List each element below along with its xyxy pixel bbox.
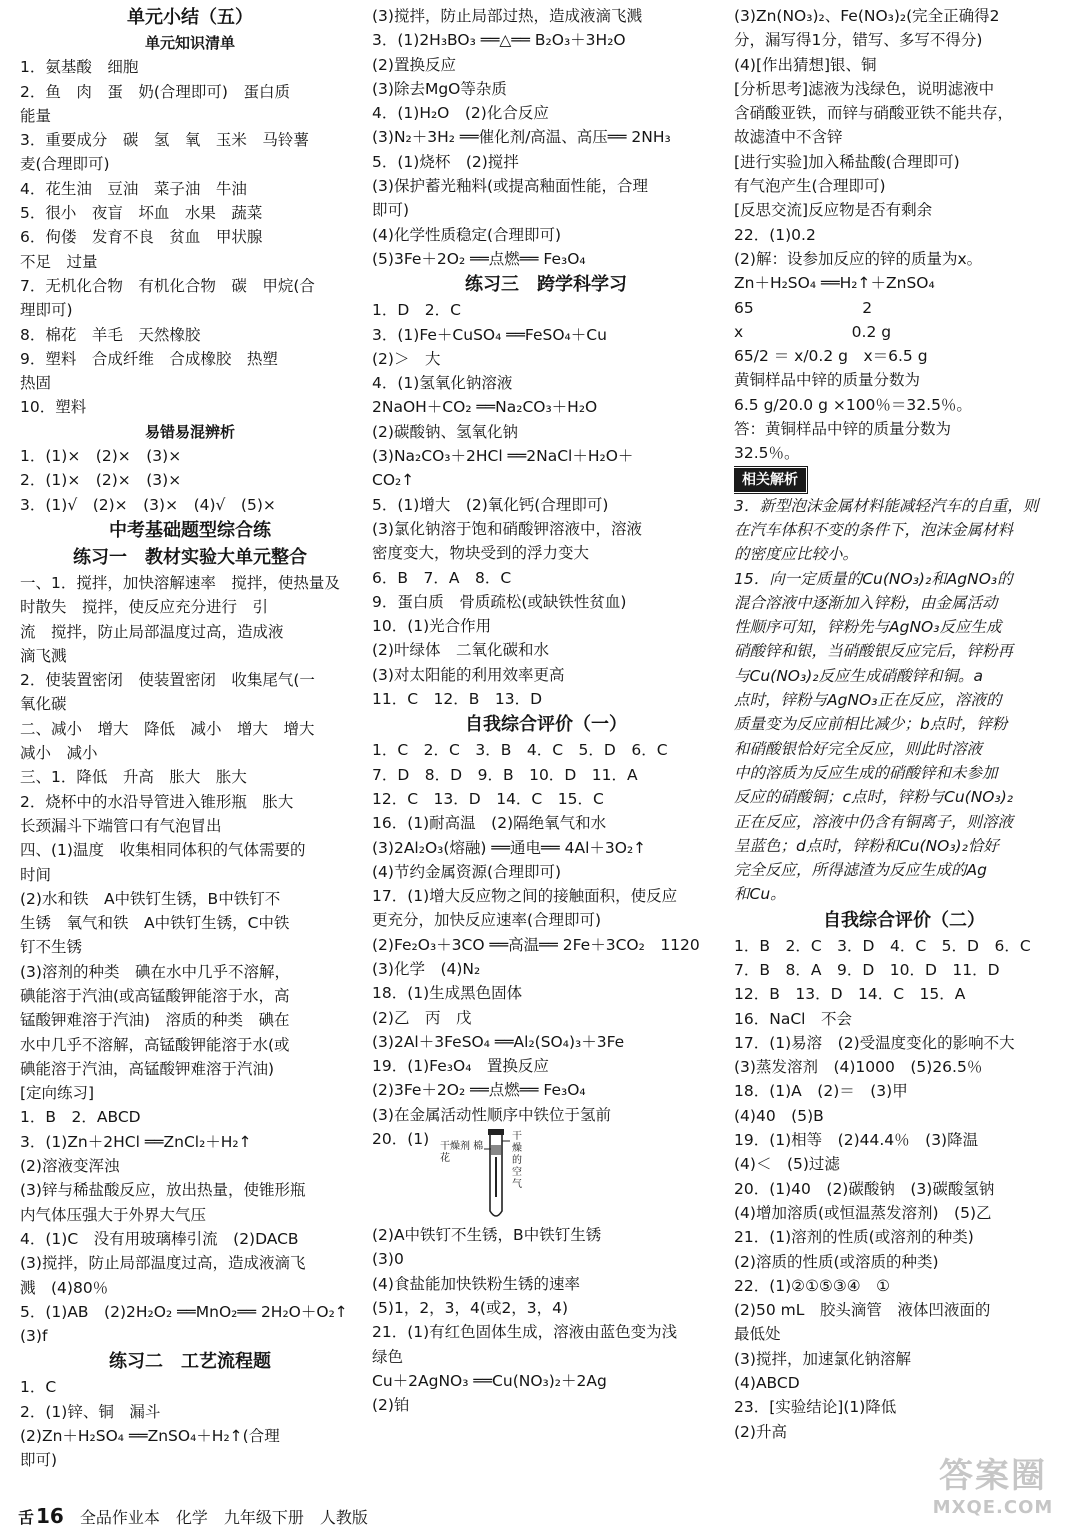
answer-line: (3)蒸发溶剂 (4)1000 (5)26.5％: [734, 1058, 983, 1077]
answer-line: 7．D 8．D 9．B 10．D 11．A: [372, 765, 638, 784]
answer-line: (4)＜ (5)过滤: [734, 1155, 840, 1174]
subsection-heading: 单元知识清单: [144, 34, 235, 52]
answer-line: 时散失 搅拌，使反应充分进行 引: [20, 598, 269, 617]
answer-line: (4)[作出猜想]银、铜: [734, 55, 877, 74]
answer-line: 1．B 2．ABCD: [20, 1108, 141, 1127]
answer-line: 12．C 13．D 14．C 15．C: [372, 789, 604, 808]
answer-line: 热固: [20, 374, 52, 393]
page-number: 舌 16: [18, 1504, 64, 1528]
answer-line: 麦(合理即可): [20, 155, 110, 174]
answer-line: Zn＋H₂SO₄ ══H₂↑＋ZnSO₄: [734, 274, 935, 293]
answer-line: 生锈 氧气和铁 A中铁钉生锈，C中铁: [20, 914, 290, 933]
answer-line: 5．(1)AB (2)2H₂O₂ ══MnO₂══ 2H₂O＋O₂↑: [20, 1302, 348, 1321]
figure-label-right: 干燥的空气: [512, 1131, 522, 1191]
tongue-logo-icon: 舌: [18, 1508, 35, 1527]
answer-line: (3)Zn(NO₃)₂、Fe(NO₃)₂(完全正确得2: [734, 7, 1000, 25]
answer-line: 20．(1)40 (2)碳酸钠 (3)碳酸氢钠: [734, 1179, 995, 1198]
analysis-line: 混合溶液中逐渐加入锌粉，由金属活动: [734, 593, 998, 612]
answer-line: 6．佝偻 发育不良 贫血 甲状腺: [20, 228, 263, 247]
answer-line: 4．花生油 豆油 菜子油 牛油: [20, 179, 247, 198]
answer-line: 1．D 2．C: [372, 301, 461, 320]
answer-line: (2)＞ 大: [372, 349, 441, 368]
answer-line: 20．(1): [372, 1130, 430, 1149]
analysis-tag: 相关解析: [734, 468, 806, 492]
answer-line: 3．(1)2H₃BO₃ ══△══ B₂O₃＋3H₂O: [372, 31, 626, 50]
section-heading: 自我综合评价（一）: [465, 714, 627, 736]
answer-line: 2．(1)锌、铜 漏斗: [20, 1402, 161, 1421]
analysis-line: 性顺序可知，锌粉先与AgNO₃反应生成: [734, 618, 1002, 637]
answer-line: 黄铜样品中锌的质量分数为: [734, 371, 921, 390]
answer-line: 2．烧杯中的水沿导管进入锥形瓶 胀大: [20, 792, 294, 811]
analysis-line: 在汽车体积不变的条件下，泡沫金属材料: [734, 520, 1014, 539]
answer-line: 减小 减小: [20, 744, 98, 763]
answer-line: 7．B 8．A 9．D 10．D 11．D: [734, 960, 1000, 979]
section-heading: 单元小结（五）: [127, 7, 253, 28]
answer-line: 10．(1)光合作用: [372, 617, 492, 636]
figure-label-left: 干燥剂 棉花: [440, 1141, 484, 1165]
answer-line: 即可): [372, 201, 410, 220]
answer-line: 四、(1)温度 收集相同体积的气体需要的: [20, 841, 306, 860]
answer-line: Cu＋2AgNO₃ ══Cu(NO₃)₂＋2Ag: [372, 1371, 607, 1390]
answer-line: 10．塑料: [20, 398, 87, 417]
answer-line: (2)铂: [372, 1396, 410, 1415]
answer-line: 1．C: [20, 1378, 57, 1397]
answer-line: 12．B 13．D 14．C 15．A: [734, 985, 966, 1004]
figure-20-row: [372, 1127, 720, 1223]
answer-line: (3)N₂＋3H₂ ══催化剂/高温、高压══ 2NH₃: [372, 128, 671, 147]
answer-line: (5)3Fe＋2O₂ ══点燃══ Fe₃O₄: [372, 249, 586, 268]
answer-line: 19．(1)相等 (2)44.4％ (3)降温: [734, 1131, 979, 1150]
analysis-line: 反应的硝酸铜；c点时，锌粉与Cu(NO₃)₂: [734, 788, 1013, 807]
answer-line: 一、1．搅拌，加快溶解速率 搅拌，使热量及: [20, 573, 340, 592]
answer-line: 密度变大，物块受到的浮力变大: [372, 544, 590, 563]
answer-line: 18．(1)A (2)＝ (3)甲: [734, 1082, 908, 1101]
answer-line: (3)在金属活动性顺序中铁位于氢前: [372, 1105, 611, 1124]
answer-line: 17．(1)增大反应物之间的接触面积，使反应: [372, 887, 678, 906]
section-heading: 自我综合评价（二）: [823, 909, 985, 931]
answer-line: 3．重要成分 碳 氢 氧 玉米 马铃薯: [20, 131, 309, 150]
answer-line: 21．(1)有红色固体生成，溶液由蓝色变为浅: [372, 1323, 678, 1342]
answer-line: 5．(1)增大 (2)氧化钙(合理即可): [372, 495, 609, 514]
answer-line: 6．B 7．A 8．C: [372, 568, 512, 587]
answer-line: 碘能溶于汽油，高锰酸钾难溶于汽油): [20, 1059, 275, 1078]
analysis-line: 完全反应，所得滤渣为反应生成的Ag: [734, 861, 987, 880]
answer-line: 最低处: [734, 1325, 781, 1344]
analysis-line: 3．新型泡沫金属材料能减轻汽车的自重，则: [734, 496, 1039, 515]
test-tube-figure: [440, 1127, 550, 1223]
page-footer: [18, 1504, 368, 1530]
answer-line: 21．(1)溶剂的性质(或溶剂的种类): [734, 1228, 974, 1247]
answer-line: 6.5 g/20.0 g ×100％＝32.5％。: [734, 395, 972, 414]
section-heading: 练习一 教材实验大单元整合: [73, 546, 307, 568]
analysis-line: 和硝酸银恰好完全反应，则此时溶液: [734, 739, 983, 758]
answer-line: (4)化学性质稳定(合理即可): [372, 225, 562, 244]
answer-line: (3)搅拌，加速氯化钠溶解: [734, 1349, 911, 1368]
answer-line: (2)溶液变浑浊: [20, 1157, 120, 1176]
answer-line: (3)Na₂CO₃＋2HCl ══2NaCl＋H₂O＋: [372, 447, 634, 466]
analysis-line: 正在反应，溶液中仍含有铜离子，则溶液: [734, 812, 1014, 831]
book-title: 全品作业本 化学 九年级下册 人教版: [79, 1508, 368, 1527]
answer-line: (3)除去MgO等杂质: [372, 79, 507, 98]
section-heading: 中考基础题型综合练: [109, 519, 271, 541]
answer-line: 17．(1)易溶 (2)受温度变化的影响不大: [734, 1033, 1015, 1052]
answer-line: 3．(1)Zn＋2HCl ══ZnCl₂＋H₂↑: [20, 1132, 252, 1151]
answer-line: (3)搅拌，防止局部过热，造成液滴飞溅: [372, 7, 642, 25]
answer-line: (2)3Fe＋2O₂ ══点燃══ Fe₃O₄: [372, 1081, 586, 1100]
answer-line: (3)化学 (4)N₂: [372, 959, 481, 978]
answer-line: 2．(1)× (2)× (3)×: [20, 471, 182, 490]
answer-line: 理即可): [20, 301, 73, 320]
answer-line: 32.5％。: [734, 444, 800, 463]
answer-line: (4)ABCD: [734, 1374, 800, 1393]
answer-line: 绿色: [372, 1347, 404, 1366]
answer-line: 氧化碳: [20, 695, 67, 714]
analysis-line: 呈蓝色；d点时，锌粉和Cu(NO₃)₂恰好: [734, 836, 999, 855]
analysis-line: 的密度应比较小。: [734, 545, 859, 564]
answer-line: 8．棉花 羊毛 天然橡胶: [20, 325, 201, 344]
answer-line: [分析思考]滤液为浅绿色，说明滤液中: [734, 79, 995, 98]
answer-line: (2)叶绿体 二氧化碳和水: [372, 641, 549, 660]
answer-line: 故滤渣中不含锌: [734, 128, 843, 147]
answer-line: 2．鱼 肉 蛋 奶(合理即可) 蛋白质: [20, 82, 290, 101]
answer-line: 65 2: [734, 298, 873, 317]
analysis-line: 硝酸锌和银，当硝酸银反应完后，锌粉再: [734, 642, 1014, 661]
answer-line: 钉不生锈: [20, 938, 83, 957]
answer-line: 9．塑料 合成纤维 合成橡胶 热塑: [20, 349, 278, 368]
analysis-line: 质量变为反应前相比减少；b点时，锌粉: [734, 715, 1008, 734]
answer-line: (2)碳酸钠、氢氧化钠: [372, 422, 518, 441]
answer-line: 11．C 12．B 13．D: [372, 690, 543, 709]
answer-line: 4．(1)氢氧化钠溶液: [372, 374, 513, 393]
answer-line: 22．(1)②①⑤③④ ①: [734, 1276, 891, 1295]
analysis-tag-row: [734, 466, 1074, 494]
answer-line: 有气泡产生(合理即可): [734, 177, 886, 196]
answer-line: 二、减小 增大 降低 减小 增大 增大: [20, 719, 315, 738]
answer-line: (3)搅拌，防止局部温度过高，造成液滴飞: [20, 1254, 306, 1273]
answer-line: (2)溶质的性质(或溶质的种类): [734, 1252, 939, 1271]
answer-line: 三、1．降低 升高 胀大 胀大: [20, 768, 247, 787]
watermark-en: MXQE.COM: [932, 1497, 1054, 1518]
section-heading: 练习三 跨学科学习: [465, 274, 627, 296]
analysis-line: 点时，锌粉与AgNO₃正在反应，溶液的: [734, 691, 1002, 710]
answer-line: (2)升高: [734, 1422, 787, 1441]
answer-line: 7．无机化合物 有机化合物 碳 甲烷(合: [20, 276, 315, 295]
answer-line: (3)锌与稀盐酸反应，放出热量，使锥形瓶: [20, 1181, 306, 1200]
answer-column-3: [734, 4, 1074, 1502]
answer-line: (3)2Al＋3FeSO₄ ══Al₂(SO₄)₃＋3Fe: [372, 1032, 625, 1051]
answer-line: 滴飞溅: [20, 646, 67, 665]
section-heading: 练习二 工艺流程题: [109, 1351, 271, 1373]
watermark-cn: 答案圈: [939, 1456, 1047, 1496]
subsection-heading: 易错易混辨析: [144, 422, 235, 441]
answer-line: 碘能溶于汽油(或高锰酸钾能溶于水，高: [20, 986, 290, 1005]
answer-line: [进行实验]加入稀盐酸(合理即可): [734, 152, 960, 171]
answer-line: 3．(1)√ (2)× (3)× (4)√ (5)×: [20, 495, 276, 514]
answer-line: (4)节约金属资源(合理即可): [372, 862, 562, 881]
answer-line: 9．蛋白质 骨质疏松(或缺铁性贫血): [372, 592, 627, 611]
answer-line: 更充分，加快反应速率(合理即可): [372, 911, 602, 930]
answer-line: 含硝酸亚铁，而锌与硝酸亚铁不能共存，: [734, 104, 1014, 123]
answer-line: 时间: [20, 865, 52, 884]
answer-line: (4)食盐能加快铁粉生锈的速率: [372, 1274, 580, 1293]
answer-line: 长颈漏斗下端管口有气泡冒出: [20, 816, 222, 835]
answer-line: 65/2 ＝ x/0.2 g x＝6.5 g: [734, 347, 928, 366]
answer-line: (3)f: [20, 1327, 48, 1346]
answer-line: 2NaOH＋CO₂ ══Na₂CO₃＋H₂O: [372, 398, 598, 417]
analysis-line: 与Cu(NO₃)₂反应生成硝酸锌和铜。a: [734, 666, 983, 685]
answer-line: (3)保护蓄光釉料(或提高釉面性能，合理: [372, 177, 649, 196]
answer-line: (4)增加溶质(或恒温蒸发溶剂) (5)乙: [734, 1203, 992, 1222]
answer-line: 流 搅拌，防止局部温度过高，造成液: [20, 622, 284, 641]
answer-line: (3)0: [372, 1250, 404, 1269]
answer-line: 19．(1)Fe₃O₄ 置换反应: [372, 1057, 549, 1076]
answer-line: 4．(1)H₂O (2)化合反应: [372, 104, 549, 123]
answer-line: 1．C 2．C 3．B 4．C 5．D 6．C: [372, 741, 668, 760]
answer-line: (3)溶剂的种类 碘在水中几乎不溶解，: [20, 962, 290, 981]
analysis-line: 中的溶质为反应生成的硝酸锌和未参加: [734, 763, 998, 782]
watermark: [908, 1456, 1078, 1526]
answer-line: 1．氨基酸 细胞: [20, 58, 139, 77]
answer-line: 2．使装置密闭 使装置密闭 收集尾气(一: [20, 671, 315, 690]
answer-line: (2)A中铁钉不生锈，B中铁钉生锈: [372, 1226, 602, 1245]
answer-line: 能量: [20, 106, 52, 125]
answer-line: 16．NaCl 不会: [734, 1009, 852, 1028]
answer-column-2: [372, 4, 720, 1502]
answer-line: 5．(1)烧杯 (2)搅拌: [372, 152, 519, 171]
answer-line: [反思交流]反应物是否有剩余: [734, 201, 933, 220]
answer-line: 答：黄铜样品中锌的质量分数为: [734, 420, 952, 439]
answer-line: 分，漏写得1分，错写、多写不得分): [734, 31, 983, 50]
answer-line: (2)Fe₂O₃＋3CO ══高温══ 2Fe＋3CO₂ 1120: [372, 935, 700, 954]
answer-line: 即可): [20, 1451, 58, 1470]
answer-line: 4．(1)C 没有用玻璃棒引流 (2)DACB: [20, 1229, 299, 1248]
answer-line: 16．(1)耐高温 (2)隔绝氧气和水: [372, 814, 607, 833]
answer-line: (2)解：设参加反应的锌的质量为x。: [734, 249, 983, 268]
answer-column-1: [20, 4, 360, 1502]
answer-line: (2)水和铁 A中铁钉生锈，B中铁钉不: [20, 889, 281, 908]
answer-line: 1．(1)× (2)× (3)×: [20, 447, 182, 466]
answer-line: (2)50 mL 胶头滴管 液体凹液面的: [734, 1301, 991, 1320]
answer-line: x 0.2 g: [734, 322, 892, 341]
answer-line: [定向练习]: [20, 1084, 95, 1103]
answer-line: (2)Zn＋H₂SO₄ ══ZnSO₄＋H₂↑(合理: [20, 1427, 280, 1446]
answer-line: (5)1，2，3，4(或2，3，4): [372, 1298, 569, 1317]
answer-line: 5．很小 夜盲 坏血 水果 蔬菜: [20, 204, 263, 223]
answer-line: 内气体压强大于外界大气压: [20, 1205, 207, 1224]
answer-line: (3)2Al₂O₃(熔融) ══通电══ 4Al＋3O₂↑: [372, 838, 647, 857]
answer-line: 1．B 2．C 3．D 4．C 5．D 6．C: [734, 936, 1031, 955]
answer-line: CO₂↑: [372, 471, 415, 490]
answer-line: (2)乙 丙 戊: [372, 1008, 472, 1027]
answer-line: 3．(1)Fe＋CuSO₄ ══FeSO₄＋Cu: [372, 325, 607, 344]
answer-line: 溅 (4)80％: [20, 1278, 109, 1297]
answer-line: 不足 过量: [20, 252, 98, 271]
answer-line: 18．(1)生成黑色固体: [372, 984, 523, 1003]
answer-line: (3)对太阳能的利用效率更高: [372, 665, 565, 684]
answer-line: 锰酸钾难溶于汽油) 溶质的种类 碘在: [20, 1011, 290, 1030]
answer-line: (4)40 (5)B: [734, 1106, 824, 1125]
answer-line: (2)置换反应: [372, 55, 456, 74]
answer-line: (3)氯化钠溶于饱和硝酸钾溶液中，溶液: [372, 519, 642, 538]
analysis-line: 15．向一定质量的Cu(NO₃)₂和AgNO₃的: [734, 569, 1013, 588]
answer-line: 22．(1)0.2: [734, 225, 816, 244]
answer-line: 水中几乎不溶解，高锰酸钾能溶于水(或: [20, 1035, 290, 1054]
answer-line: 23．[实验结论](1)降低: [734, 1398, 897, 1417]
analysis-line: 和Cu。: [734, 885, 786, 904]
